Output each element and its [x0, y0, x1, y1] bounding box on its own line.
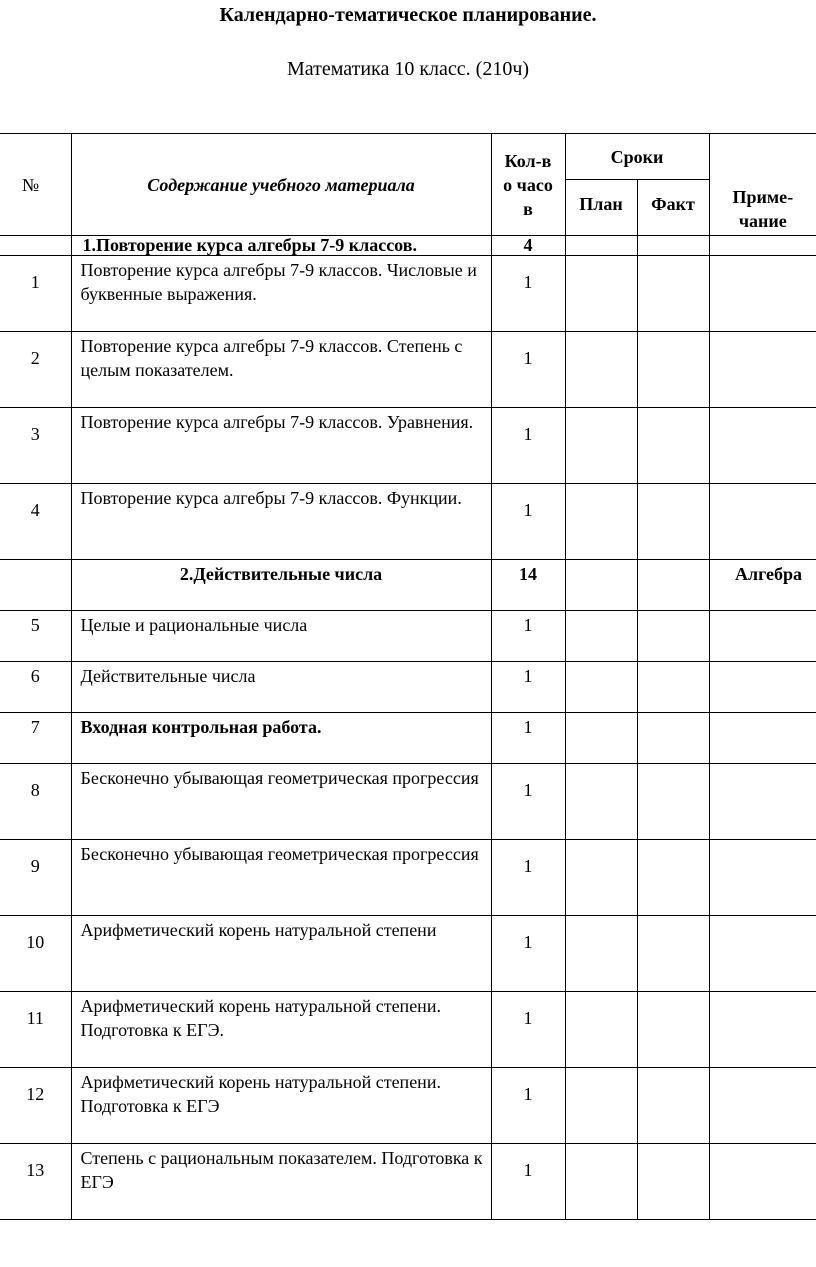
row-hours: 14 [491, 560, 565, 611]
table-row [0, 764, 816, 840]
column-header-number: № [0, 134, 71, 236]
row-content: Действительные числа [71, 662, 491, 713]
row-number: 10 [0, 916, 71, 992]
row-content: Целые и рациональные числа [71, 611, 491, 662]
row-number: 11 [0, 992, 71, 1068]
row-content: Арифметический корень натуральной степени. Подготовка к ЕГЭ [71, 1068, 491, 1144]
row-content: Повторение курса алгебры 7-9 классов. Уравнения. [71, 408, 491, 484]
row-number: 12 [0, 1068, 71, 1144]
row-hours: 1 [491, 408, 565, 484]
row-hours: 1 [491, 1068, 565, 1144]
row-fact [637, 332, 709, 408]
row-content: Арифметический корень натуральной степени [71, 916, 491, 992]
row-fact [637, 256, 709, 332]
row-content: Повторение курса алгебры 7-9 классов. Числовые и буквенные выражения. [71, 256, 491, 332]
row-content: Арифметический корень натуральной степени. Подготовка к ЕГЭ. [71, 992, 491, 1068]
row-plan [565, 408, 637, 484]
row-note [709, 1144, 816, 1220]
row-plan [565, 484, 637, 560]
row-plan [565, 916, 637, 992]
row-number: 4 [0, 484, 71, 560]
row-number [0, 236, 71, 256]
row-content: Повторение курса алгебры 7-9 классов. Степень с целым показателем. [71, 332, 491, 408]
table-row [0, 916, 816, 992]
section-row [0, 560, 816, 611]
row-hours: 1 [491, 840, 565, 916]
column-header-hours [491, 134, 565, 236]
table-row [0, 992, 816, 1068]
row-number: 7 [0, 713, 71, 764]
row-hours: 1 [491, 1144, 565, 1220]
row-number [0, 560, 71, 611]
row-note [709, 992, 816, 1068]
planning-table-body [0, 134, 816, 1220]
row-plan [565, 662, 637, 713]
column-header-plan: План [565, 180, 637, 236]
column-header-note-label: Приме-чание [732, 187, 794, 231]
table-row [0, 408, 816, 484]
row-plan [565, 236, 637, 256]
row-fact [637, 713, 709, 764]
row-note [709, 332, 816, 408]
row-content: Степень с рациональным показателем. Подготовка к ЕГЭ [71, 1144, 491, 1220]
row-fact [637, 408, 709, 484]
row-plan [565, 992, 637, 1068]
row-plan [565, 1068, 637, 1144]
row-number: 13 [0, 1144, 71, 1220]
row-note [709, 256, 816, 332]
row-note [709, 916, 816, 992]
row-fact [637, 236, 709, 256]
row-note [709, 713, 816, 764]
row-number: 9 [0, 840, 71, 916]
table-row [0, 611, 816, 662]
column-header-fact: Факт [637, 180, 709, 236]
row-note [709, 662, 816, 713]
table-row [0, 332, 816, 408]
row-fact [637, 611, 709, 662]
table-row [0, 256, 816, 332]
row-number: 8 [0, 764, 71, 840]
row-fact [637, 916, 709, 992]
row-hours: 1 [491, 992, 565, 1068]
row-fact [637, 764, 709, 840]
table-row [0, 662, 816, 713]
table-row [0, 713, 816, 764]
row-hours: 1 [491, 611, 565, 662]
row-plan [565, 332, 637, 408]
row-fact [637, 662, 709, 713]
row-number: 5 [0, 611, 71, 662]
row-plan [565, 713, 637, 764]
row-note [709, 1068, 816, 1144]
row-fact [637, 1068, 709, 1144]
row-note [709, 764, 816, 840]
table-row [0, 1144, 816, 1220]
section-row [0, 236, 816, 256]
row-plan [565, 611, 637, 662]
table-row [0, 840, 816, 916]
row-hours: 1 [491, 662, 565, 713]
row-fact [637, 840, 709, 916]
row-content: Входная контрольная работа. [71, 713, 491, 764]
row-content: Бесконечно убывающая геометрическая прогрессия [71, 764, 491, 840]
table-row [0, 484, 816, 560]
page-subtitle: Математика 10 класс. (210ч) [286, 58, 530, 80]
page-title: Календарно-тематическое планирование. [219, 4, 597, 26]
row-note [709, 408, 816, 484]
row-plan [565, 1144, 637, 1220]
row-note [709, 236, 816, 256]
row-hours: 1 [491, 916, 565, 992]
row-content: Бесконечно убывающая геометрическая прогрессия [71, 840, 491, 916]
table-row [0, 1068, 816, 1144]
row-hours: 1 [491, 256, 565, 332]
row-hours: 4 [491, 236, 565, 256]
row-fact [637, 1144, 709, 1220]
row-fact [637, 992, 709, 1068]
column-header-content: Содержание учебного материала [71, 134, 491, 236]
planning-table [0, 133, 816, 1220]
row-number: 6 [0, 662, 71, 713]
row-number: 1 [0, 256, 71, 332]
row-content: Повторение курса алгебры 7-9 классов. Функции. [71, 484, 491, 560]
row-number: 3 [0, 408, 71, 484]
row-hours: 1 [491, 484, 565, 560]
row-content: 1.Повторение курса алгебры 7-9 классов. [71, 236, 491, 256]
table-header-row [0, 134, 816, 180]
row-plan [565, 256, 637, 332]
row-content: 2.Действительные числа [71, 560, 491, 611]
column-header-note [709, 134, 816, 236]
row-hours: 1 [491, 764, 565, 840]
row-plan [565, 840, 637, 916]
row-note [709, 840, 816, 916]
row-note: Алгебра [709, 560, 816, 611]
column-header-hours-label: Кол-во часов [503, 150, 553, 219]
row-plan [565, 560, 637, 611]
row-plan [565, 764, 637, 840]
row-hours: 1 [491, 713, 565, 764]
row-fact [637, 560, 709, 611]
row-hours: 1 [491, 332, 565, 408]
row-number: 2 [0, 332, 71, 408]
row-note [709, 484, 816, 560]
row-fact [637, 484, 709, 560]
row-note [709, 611, 816, 662]
column-header-terms: Сроки [565, 134, 709, 180]
